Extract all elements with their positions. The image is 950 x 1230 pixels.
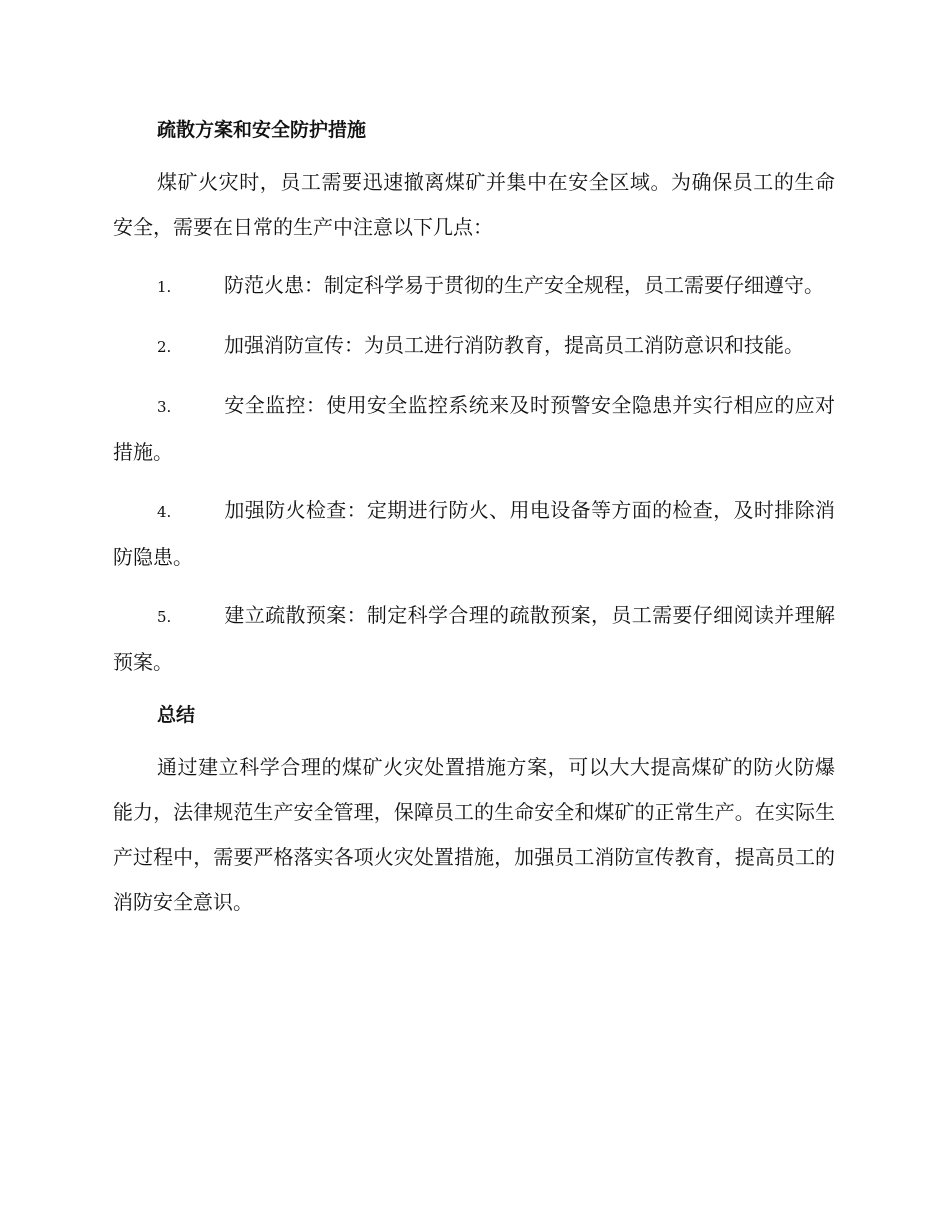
list-item-4 xyxy=(113,488,835,580)
section-heading-evacuation: 疏散方案和安全防护措施 xyxy=(157,119,367,141)
list-number: 1. xyxy=(157,278,172,296)
list-item-1 xyxy=(113,263,835,310)
list-number: 3. xyxy=(157,398,172,416)
spacer xyxy=(113,737,835,745)
list-item-text: 防范火患：制定科学易于贯彻的生产安全规程，员工需要仔细遵守。 xyxy=(224,273,824,297)
spacer xyxy=(113,310,835,323)
spacer xyxy=(113,580,835,593)
list-item-2 xyxy=(113,323,835,370)
list-item-3 xyxy=(113,383,835,475)
section-heading-summary: 总结 xyxy=(157,704,196,726)
document-content xyxy=(113,108,835,925)
spacer xyxy=(113,250,835,263)
intro-paragraph: 煤矿火灾时，员工需要迅速撤离煤矿并集中在安全区域。为确保员工的生命安全，需要在日常的生产中注意以下几点： xyxy=(113,170,835,239)
list-item-text: 加强消防宣传：为员工进行消防教育，提高员工消防意识和技能。 xyxy=(224,333,804,357)
list-item-5 xyxy=(113,593,835,685)
list-number: 2. xyxy=(157,338,172,356)
list-item-text: 建立疏散预案：制定科学合理的疏散预案，员工需要仔细阅读并理解预案。 xyxy=(113,603,835,674)
spacer xyxy=(113,475,835,488)
summary-paragraph: 通过建立科学合理的煤矿火灾处置措施方案，可以大大提高煤矿的防火防爆能力，法律规范生产安全管理，保障员工的生命安全和煤矿的正常生产。在实际生产过程中，需要严格落实各项火灾处置措施，加强员工消防宣传教育，提高员工的消防安全意识。 xyxy=(113,755,835,914)
list-item-text: 安全监控：使用安全监控系统来及时预警安全隐患并实行相应的应对措施。 xyxy=(113,393,835,464)
spacer xyxy=(113,685,835,693)
list-number: 5. xyxy=(157,608,172,626)
spacer xyxy=(113,152,835,160)
list-item-text: 加强防火检查：定期进行防火、用电设备等方面的检查，及时排除消防隐患。 xyxy=(113,498,835,569)
list-number: 4. xyxy=(157,503,172,521)
spacer xyxy=(113,370,835,383)
